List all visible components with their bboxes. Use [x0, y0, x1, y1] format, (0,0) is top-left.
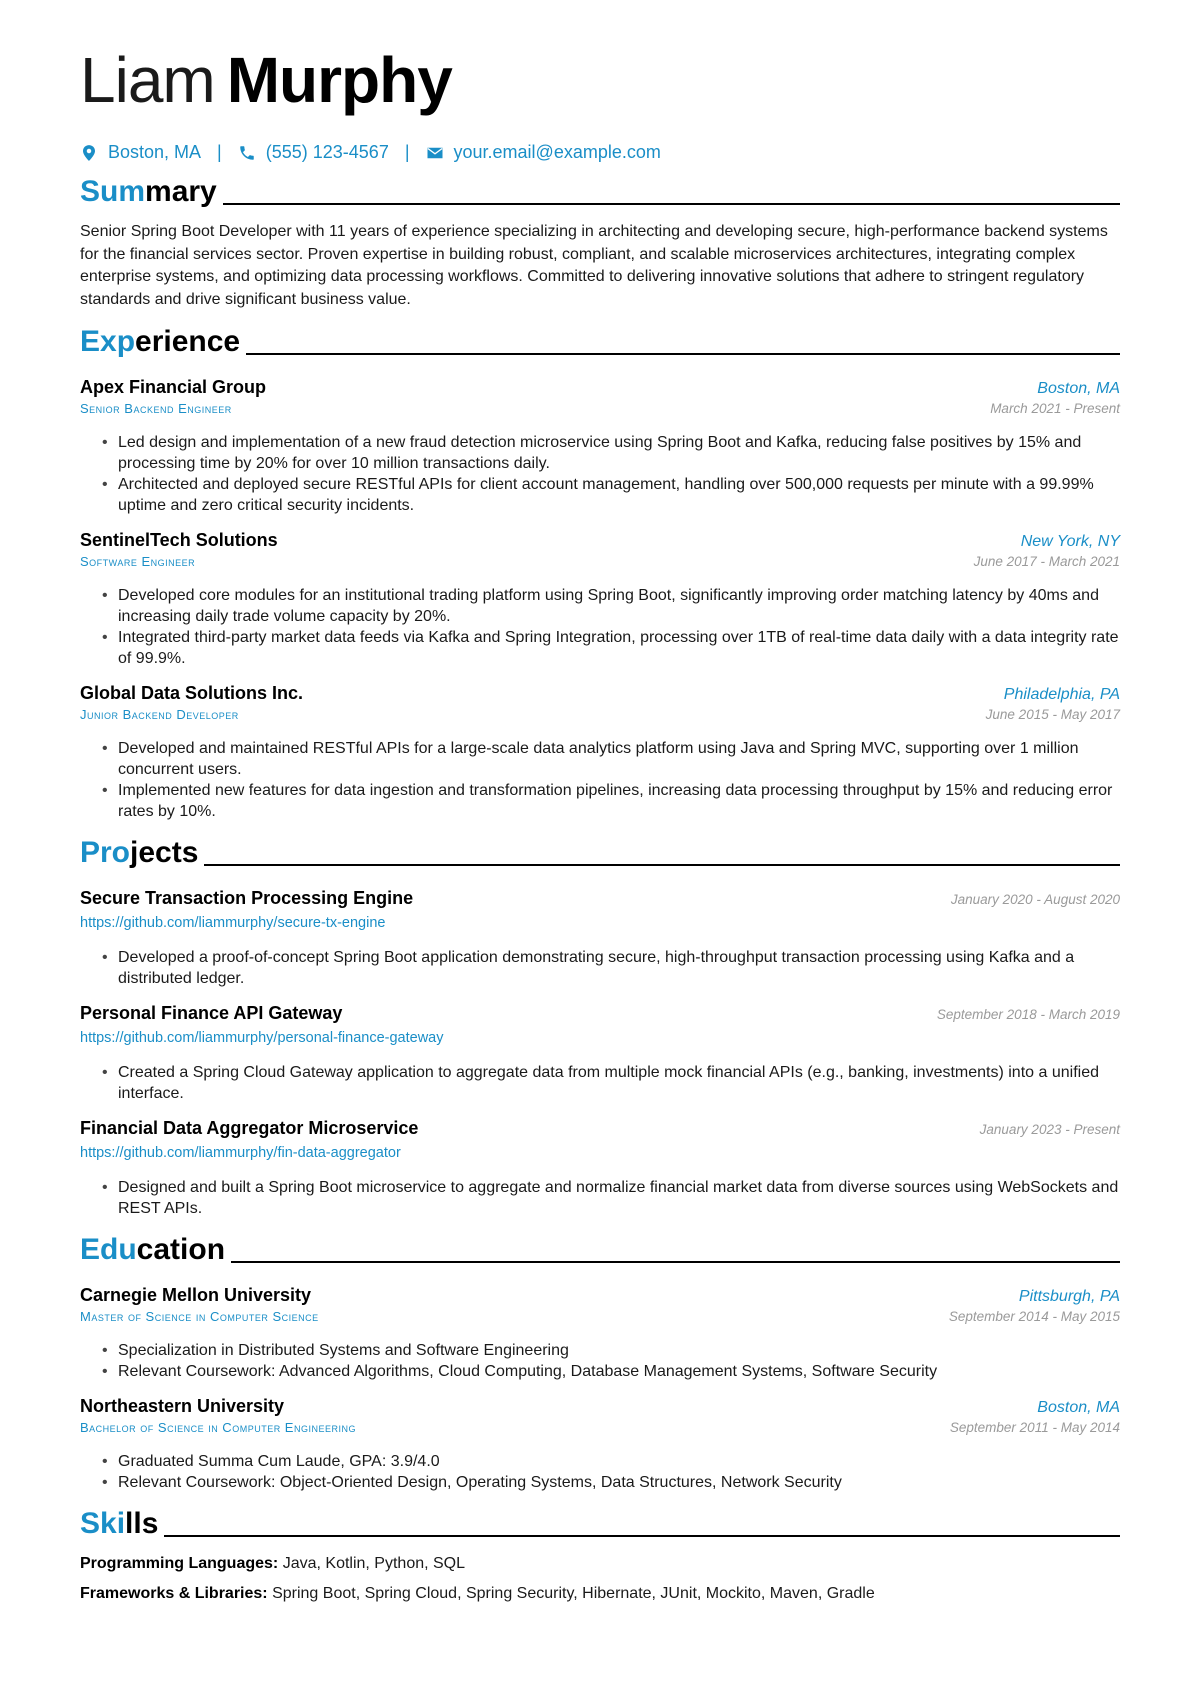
project-dates: January 2023 - Present [979, 1122, 1120, 1137]
section-title: Education [80, 1233, 226, 1266]
job-location: Boston, MA [1037, 380, 1120, 397]
section-rule [231, 1261, 1120, 1263]
bullet-item: • Developed core modules for an institutional trading platform using Spring Boot, significantly improving order matching latency by 40ms and increasing daily trade volume capacity by 20%. [80, 585, 1120, 627]
section-title: Summary [80, 175, 217, 208]
skill-value: Spring Boot, Spring Cloud, Spring Security, Hibernate, JUnit, Mockito, Maven, Gradle [272, 1585, 875, 1602]
bullet-list [80, 585, 1120, 669]
bullet-list [80, 432, 1120, 516]
bullet-item: • Integrated third-party market data feeds via Kafka and Spring Integration, processing over 1TB of real-time data daily with a data integrity rate of 99.9%. [80, 627, 1120, 669]
full-name [80, 44, 1120, 116]
bullet-item: • Implemented new features for data ingestion and transformation pipelines, increasing data processing throughput by 15% and reducing error rates by 10%. [80, 780, 1120, 822]
bullet-list [80, 1451, 1120, 1493]
first-name: Liam [80, 44, 215, 116]
bullet-list [80, 1062, 1120, 1104]
project-link[interactable]: https://github.com/liammurphy/personal-finance-gateway [80, 1030, 444, 1046]
projects-heading [80, 836, 1120, 870]
contact-location [80, 142, 201, 163]
bullet-item: • Specialization in Distributed Systems and Software Engineering [80, 1340, 1120, 1361]
section-title: Projects [80, 836, 199, 869]
project-link[interactable]: https://github.com/liammurphy/secure-tx-engine [80, 915, 386, 931]
job-dates: March 2021 - Present [990, 401, 1120, 416]
project-list [80, 888, 1120, 1219]
project-entry [80, 1118, 1120, 1219]
section-rule [204, 864, 1120, 866]
envelope-icon [426, 144, 444, 162]
degree-title: Bachelor of Science in Computer Engineering [80, 1420, 356, 1435]
employer-name: Global Data Solutions Inc. [80, 683, 304, 703]
project-name: Personal Finance API Gateway [80, 1003, 343, 1023]
bullet-list [80, 947, 1120, 989]
skill-label: Programming Languages: [80, 1555, 279, 1572]
job-location: New York, NY [1020, 533, 1120, 550]
bullet-item: • Relevant Coursework: Advanced Algorithms, Cloud Computing, Database Management Systems, Software Security [80, 1361, 1120, 1382]
section-title: Experience [80, 325, 241, 358]
school-dates: September 2014 - May 2015 [948, 1309, 1120, 1324]
project-name: Financial Data Aggregator Microservice [80, 1118, 419, 1138]
phone-icon [238, 144, 256, 162]
education-list [80, 1285, 1120, 1493]
summary-heading [80, 175, 1120, 209]
bullet-list [80, 738, 1120, 822]
school-location: Boston, MA [1037, 1399, 1120, 1416]
job-title: Software Engineer [80, 554, 196, 569]
job-dates: June 2017 - March 2021 [973, 554, 1120, 569]
project-dates: January 2020 - August 2020 [950, 892, 1120, 907]
school-name: Northeastern University [80, 1396, 285, 1416]
contact-separator: | [217, 142, 222, 162]
phone-text: (555) 123-4567 [265, 142, 389, 162]
skills-heading [80, 1507, 1120, 1541]
bullet-item: • Architected and deployed secure RESTful APIs for client account management, handling over 500,000 requests per minute with a 99.99% uptime and zero critical security incidents. [80, 474, 1120, 516]
project-link[interactable]: https://github.com/liammurphy/fin-data-aggregator [80, 1145, 401, 1161]
bullet-item: • Designed and built a Spring Boot microservice to aggregate and normalize financial market data from diverse sources using WebSockets and REST APIs. [80, 1177, 1120, 1219]
experience-entry [80, 530, 1120, 669]
contact-email[interactable] [426, 142, 661, 163]
employer-name: SentinelTech Solutions [80, 530, 278, 550]
project-name: Secure Transaction Processing Engine [80, 888, 414, 908]
education-heading [80, 1233, 1120, 1267]
location-text: Boston, MA [108, 142, 202, 162]
summary-text: Senior Spring Boot Developer with 11 years of experience specializing in architecting and developing secure, high-performance backend systems for the financial services sector. Proven expertise in building robust, compliant, and scalable microservices architectures, integrating complex enterprise systems, and optimizing data processing workflows. Committed to delivering innovative solutions that adhere to stringent regulatory standards and drive significant business value. [80, 223, 1108, 308]
bullet-item: • Developed and maintained RESTful APIs for a large-scale data analytics platform using Java and Spring MVC, supporting over 1 million concurrent users. [80, 738, 1120, 780]
education-entry [80, 1396, 1120, 1493]
bullet-item: • Led design and implementation of a new fraud detection microservice using Spring Boot and Kafka, reducing false positives by 15% and processing time by 20% for over 10 million transactions daily. [80, 432, 1120, 474]
map-pin-icon [80, 144, 98, 162]
project-entry [80, 888, 1120, 989]
skill-row [80, 1555, 1120, 1573]
experience-heading [80, 325, 1120, 359]
experience-entry [80, 377, 1120, 516]
education-entry [80, 1285, 1120, 1382]
employer-name: Apex Financial Group [80, 377, 267, 397]
experience-list [80, 377, 1120, 822]
bullet-list [80, 1340, 1120, 1382]
bullet-item: • Created a Spring Cloud Gateway application to aggregate data from multiple mock financial APIs (e.g., banking, investments) into a unified interface. [80, 1062, 1120, 1104]
section-title: Skills [80, 1507, 159, 1540]
bullet-list [80, 1177, 1120, 1219]
last-name: Murphy [226, 44, 452, 116]
job-title: Junior Backend Developer [80, 707, 239, 722]
bullet-item: • Relevant Coursework: Object-Oriented Design, Operating Systems, Data Structures, Network Security [80, 1472, 1120, 1493]
project-entry [80, 1003, 1120, 1104]
experience-entry [80, 683, 1120, 822]
bullet-item: • Developed a proof-of-concept Spring Boot application demonstrating secure, high-throughput transaction processing using Kafka and a distributed ledger. [80, 947, 1120, 989]
job-location: Philadelphia, PA [1003, 686, 1120, 703]
school-dates: September 2011 - May 2014 [949, 1420, 1120, 1435]
section-rule [223, 203, 1120, 205]
school-name: Carnegie Mellon University [80, 1285, 312, 1305]
section-rule [164, 1535, 1120, 1537]
contact-bar [80, 142, 1120, 163]
school-location: Pittsburgh, PA [1018, 1288, 1120, 1305]
bullet-item: • Graduated Summa Cum Laude, GPA: 3.9/4.0 [80, 1451, 1120, 1472]
skill-label: Frameworks & Libraries: [80, 1585, 268, 1602]
skill-value: Java, Kotlin, Python, SQL [282, 1555, 466, 1572]
contact-separator: | [404, 142, 410, 162]
job-title: Senior Backend Engineer [80, 401, 232, 416]
project-dates: September 2018 - March 2019 [936, 1007, 1120, 1022]
degree-title: Master of Science in Computer Science [80, 1309, 319, 1324]
skill-row [80, 1585, 1120, 1603]
contact-phone[interactable] [238, 142, 389, 163]
email-text: your.email@example.com [453, 142, 661, 162]
section-rule [246, 353, 1120, 355]
job-dates: June 2015 - May 2017 [985, 707, 1120, 722]
